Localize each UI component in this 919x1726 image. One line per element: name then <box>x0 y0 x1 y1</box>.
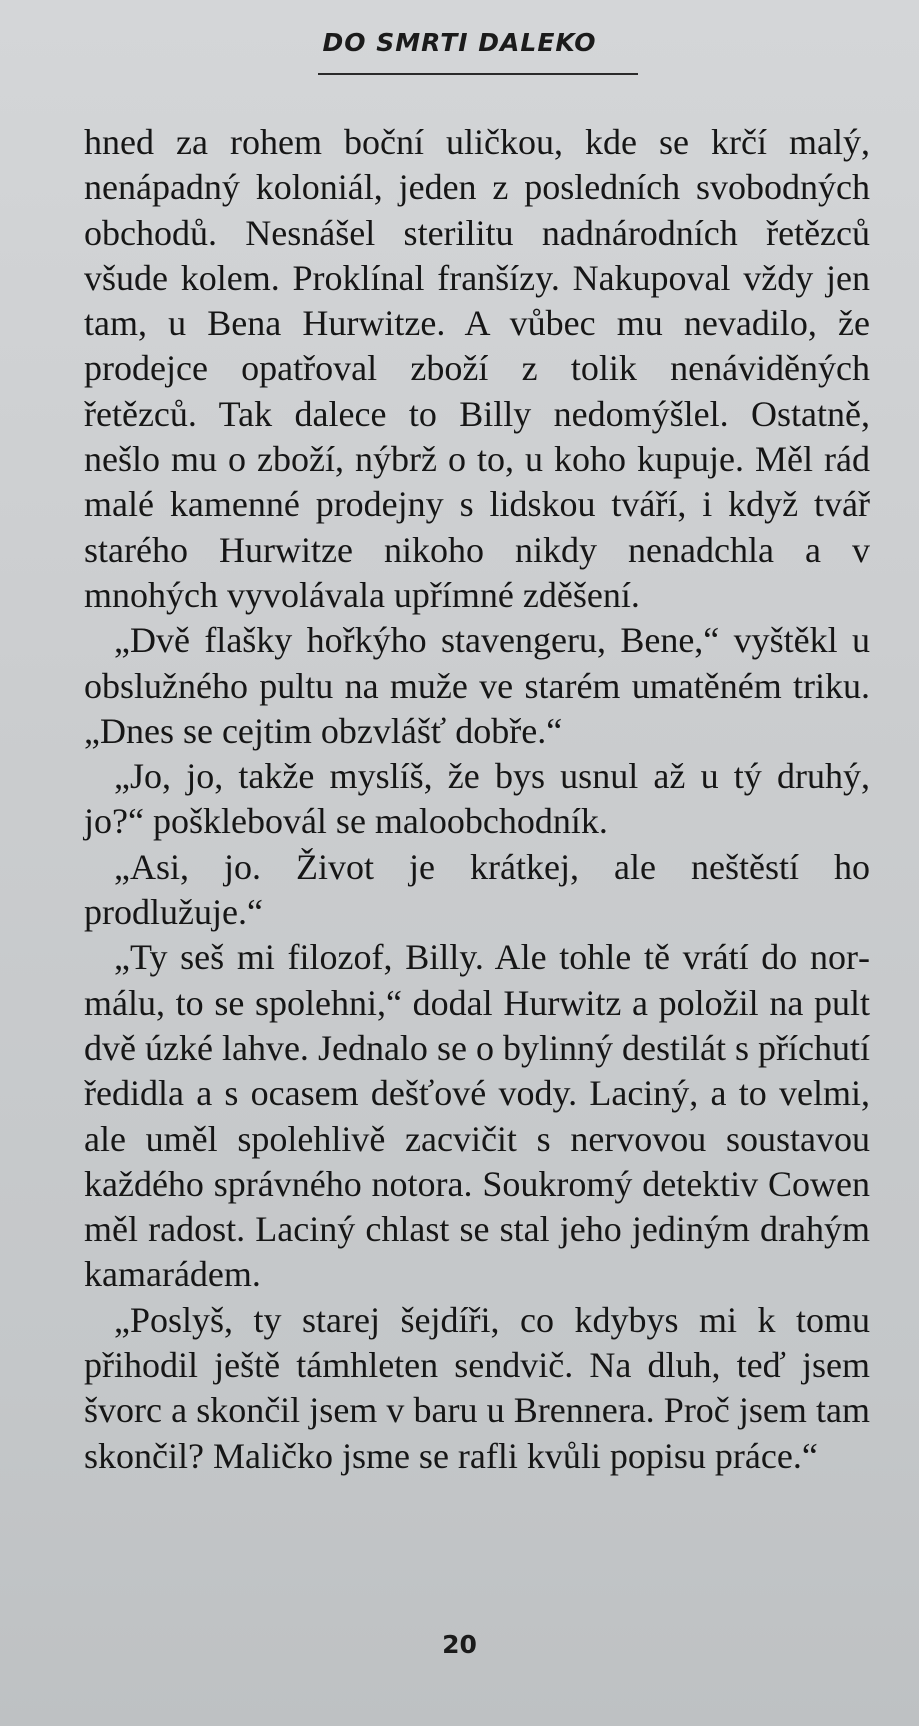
paragraph-5: „Ty seš mi filozof, Billy. Ale tohle tě vrátí do normálu, to se spolehni,“ dodal Hurwitz a položil na pult dvě úzké lahve. Jednalo se o bylinný destilát s příchutí ředidla a s ocasem dešťové vody. Laciný, a to velmi, ale uměl spolehlivě zacvičit s nervovou soustavou každého správného notora. Soukromý detektiv Cowen měl radost. Laciný chlast se stal jeho jediným drahým kamarádem. <box>84 937 870 1295</box>
running-title: DO SMRTI DALEKO <box>322 28 597 57</box>
paragraph-4: „Asi, jo. Život je krátkej, ale neštěstí ho prodlužuje.“ <box>84 846 870 933</box>
body-text <box>84 120 870 1479</box>
paragraph-2: „Dvě flašky hořkýho stavengeru, Bene,“ vyštěkl u obslužného pultu na muže ve starém umatěném triku. „Dnes se cejtim obzvlášť dobře.“ <box>84 620 870 751</box>
page-number: 20 <box>442 1630 477 1659</box>
paragraph-1: hned za rohem boční uličkou, kde se krčí malý, nenápadný koloniál, jeden z posledních svobodných obchodů. Nesnášel sterilitu nadnárodních řetězců všude kolem. Proklínal franšízy. Nakupoval vždy jen tam, u Bena Hurwitze. A vůbec mu nevadilo, že prodejce opatřoval zboží z tolik nenáviděných řetězců. Tak dalece to Billy nedomýšlel. Ostatně, nešlo mu o zboží, nýbrž o to, u koho kupuje. Měl rád malé kamenné prodejny s lidskou tváří, i když tvář starého Hurwitze nikoho nikdy nenadchla a v mnohých vyvolávala upřímné zděšení. <box>84 122 870 615</box>
header-rule <box>318 73 638 75</box>
paragraph-6: „Poslyš, ty starej šejdíři, co kdybys mi k tomu přihodil ještě támhleten sendvič. Na dluh, teď jsem švorc a skončil jsem v baru u Brennera. Proč jsem tam skončil? Maličko jsme se rafli kvůli popisu práce.“ <box>84 1299 870 1476</box>
paragraph-3: „Jo, jo, takže myslíš, že bys usnul až u tý druhý, jo?“ pošklebovál se maloobchodník. <box>84 756 870 842</box>
